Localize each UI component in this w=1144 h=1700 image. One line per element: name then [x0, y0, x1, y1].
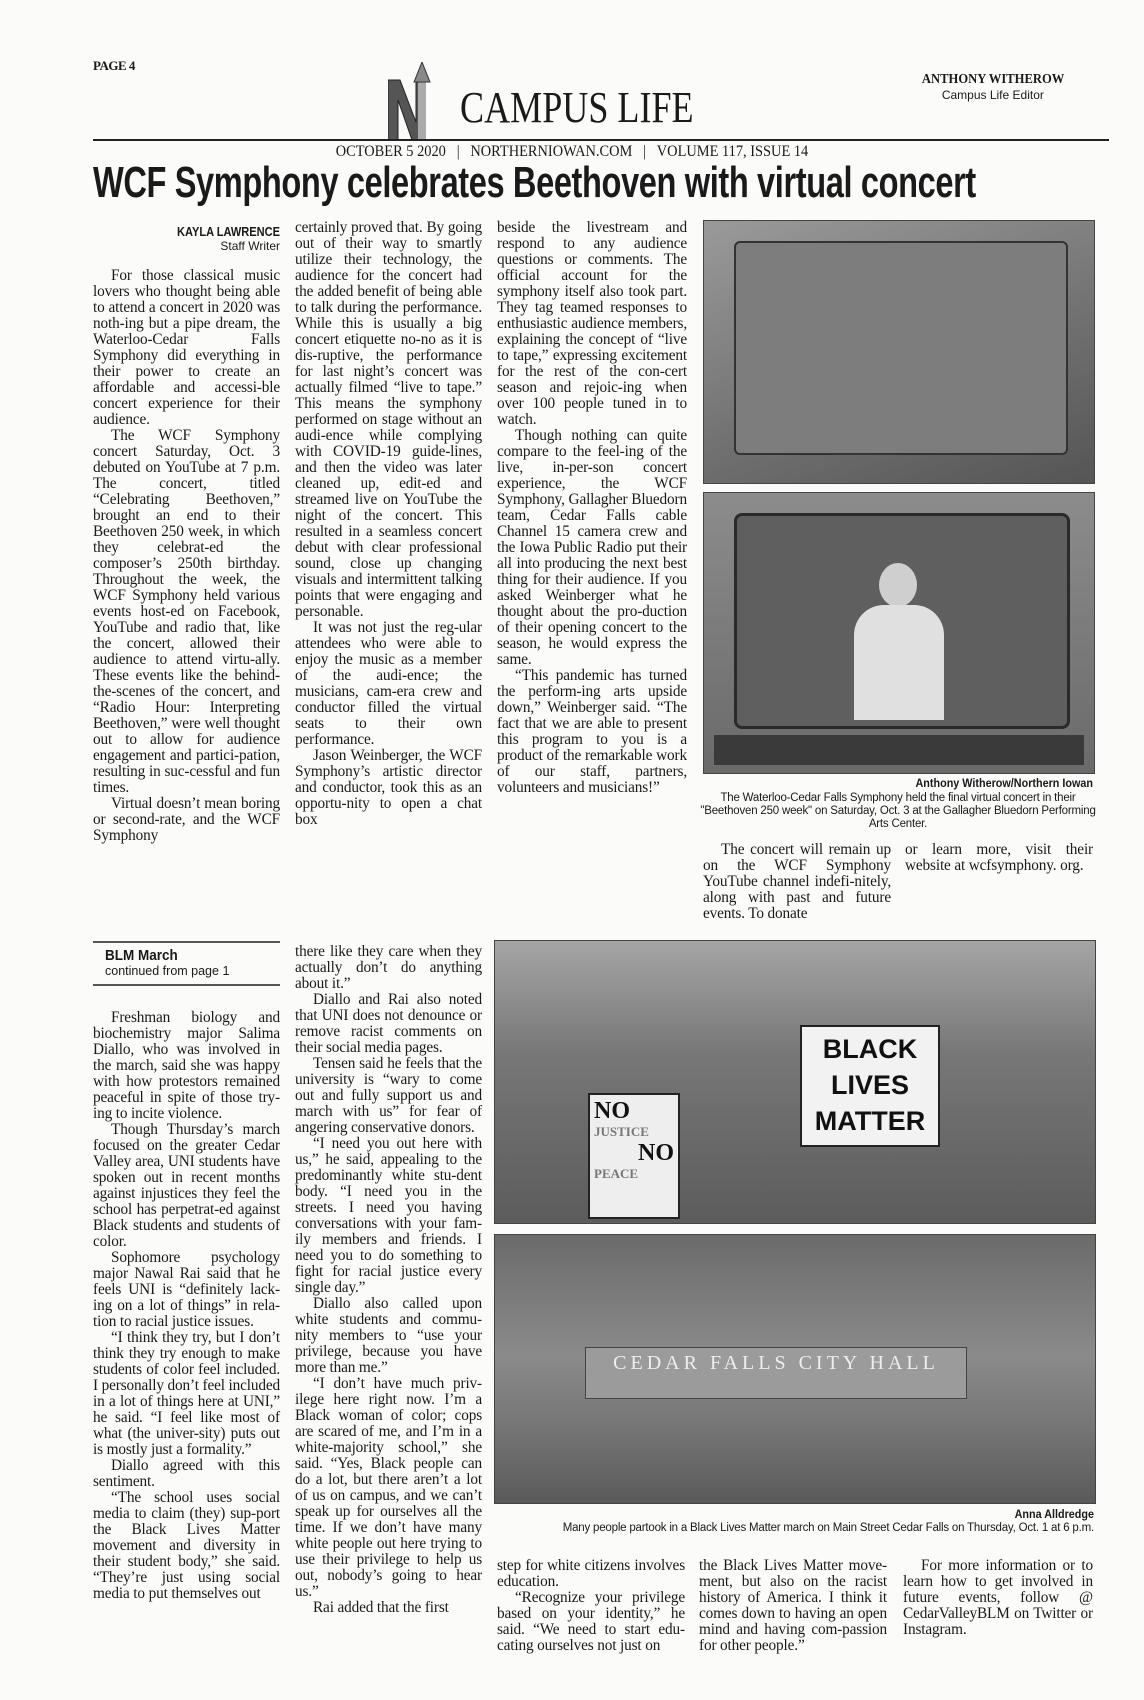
page-number: PAGE 4: [93, 58, 135, 73]
symphony-stage-photo: [703, 220, 1095, 484]
paragraph: Rai added that the first: [313, 1599, 449, 1616]
paragraph: Freshman biology and biochemistry major Salima Diallo, who was involved in the march, said she was happy with how protestors remained peaceful in spite of those try-ing to incite violence.: [93, 1009, 280, 1122]
story2-column-2: [295, 944, 482, 1616]
story2-column-4: [699, 1558, 887, 1654]
paragraph: Diallo and Rai also noted that UNI does not denounce or remove racist comments on their social media pages.: [295, 991, 482, 1056]
story2-column-5: [903, 1558, 1093, 1638]
paragraph: Diallo also called upon white students and commu-nity members to “use your privilege, because you have more than me.”: [295, 1295, 482, 1376]
volume-issue: VOLUME 117, ISSUE 14: [656, 143, 809, 160]
paragraph: For more information or to learn how to get involved in future events, follow @ CedarValleyBLM on Twitter or Instagram.: [903, 1557, 1093, 1638]
no-justice-no-peace-sign: [588, 1093, 680, 1219]
blm-protesters-photo: [494, 940, 1096, 1224]
sign-text: JUSTICE: [594, 1124, 649, 1139]
sign-text: NO: [594, 1098, 630, 1124]
jump-box: [93, 941, 280, 986]
paragraph: “I think they try, but I don’t think they try enough to make students of color feel included. I personally don’t feel included in a lot of things here at UNI,” he said. “I feel like most of what (the univer-sity) puts out is mostly just a formality.”: [93, 1329, 280, 1458]
paragraph: For those classical music lovers who thought being able to attend a concert in 2020 was noth-ing but a pipe dream, the Waterloo-Cedar Falls Symphony did everything in their power to create an affordable and accessi-ble concert experience for their audience.: [93, 267, 280, 428]
story1-column-2: [295, 220, 482, 828]
headline: WCF Symphony celebrates Beethoven with virtual concert: [93, 158, 976, 207]
paragraph: The WCF Symphony concert Saturday, Oct. 3 debuted on YouTube at 7 p.m. The concert, titled “Celebrating Beethoven,” brought an end to their Beethoven 250 week, in which they celebrat-ed the composer’s 250th birthday. Throughout the week, the WCF Symphony held various events host-ed on Facebook, YouTube and radio that, like the concert, allowed their audience to attend virtu-ally. These events like the behind-the-scenes of the concert, and “Radio Hour: Interpreting Beethoven,” were well thought out to allow for audience engagement and partici-pation, resulting in suc-cessful and fun times.: [93, 427, 280, 796]
story2-column-3: [497, 1558, 685, 1654]
story1-column-3: [497, 220, 687, 796]
paragraph: Jason Weinberger, the WCF Symphony’s artistic director and conductor, took this as an opportu-nity to open a chat box: [295, 747, 482, 828]
paragraph: Though Thursday’s march focused on the greater Cedar Valley area, UNI students have spoken out in recent months against injustices they feel the school has perpetrat-ed against Black students and students of color.: [93, 1121, 280, 1250]
conductor-figure-body: [854, 605, 944, 720]
story1-column-5: [905, 842, 1093, 874]
sign-text: NO: [638, 1140, 674, 1166]
paragraph: Diallo agreed with this sentiment.: [93, 1457, 280, 1490]
story1-column-4: [703, 842, 891, 922]
photo-caption: The Waterloo-Cedar Falls Symphony held the final virtual concert in their "Beethoven 250 week" on Saturday, Oct. 3 at the Gallagher Bluedorn Performing Arts Center.: [700, 792, 1096, 830]
conductor-laptop-photo: [703, 492, 1095, 774]
black-lives-matter-sign: BLACK LIVES MATTER: [800, 1025, 940, 1147]
jump-title: BLM March: [105, 947, 178, 964]
paragraph: Virtual doesn’t mean boring or second-rate, and the WCF Symphony: [93, 795, 280, 844]
city-hall-march-photo: [494, 1234, 1096, 1504]
paragraph: The concert will remain up on the WCF Symphony YouTube channel indefi-nitely, along with past and future events. To donate: [703, 841, 891, 922]
paragraph: “I don’t have much priv-ilege here right now. I’m a Black woman of color; cops are scared of me, and I’m in a white-majority school,” she said. “Yes, Black people can do a lot, but there aren’t a lot of us on campus, and we can’t speak up for ourselves all the time. If we don’t have many white people out here trying to use their privilege to help us out, nobody’s going to hear us.”: [295, 1375, 482, 1600]
paragraph: step for white citizens involves education.: [497, 1557, 685, 1590]
laptop-keyboard: [714, 735, 1084, 765]
author-name: KAYLA LAWRENCE: [177, 224, 280, 239]
issue-date: OCTOBER 5 2020: [335, 143, 446, 160]
laptop-screen: [734, 241, 1068, 455]
paragraph: the Black Lives Matter move-ment, but also on the racist history of America. I think it comes down to having an open mind and having com-passion for other people.”: [699, 1557, 887, 1654]
paragraph: Though nothing can quite compare to the feel-ing of the live, in-per-son concert experience, the WCF Symphony, Gallagher Bluedorn team, Cedar Falls cable Channel 15 camera crew and the Iowa Public Radio put their all into producing the next best thing for their audience. If you asked Weinberger what he thought about the pro-duction of their opening concert to the season, he would express the same.: [497, 427, 687, 668]
paragraph: or learn more, visit their website at wcfsymphony. org.: [905, 841, 1093, 874]
paragraph: Sophomore psychology major Nawal Rai said that he feels UNI is “definitely lack-ing on a lot of things” in rela-tion to racial justice issues.: [93, 1249, 280, 1330]
photo-credit: Anthony Witherow/Northern Iowan: [915, 776, 1093, 790]
paragraph: Tensen said he feels that the university is “wary to come out and fully support us and march with us” for fear of angering conservative donors.: [295, 1055, 482, 1136]
website: NORTHERNIOWAN.COM: [470, 143, 633, 160]
photo-caption: Many people partook in a Black Lives Matter march on Main Street Cedar Falls on Thursday, Oct. 1 at 6 p.m.: [562, 1522, 1094, 1534]
city-hall-sign: CEDAR FALLS CITY HALL: [585, 1347, 967, 1399]
author-role: Staff Writer: [220, 239, 280, 253]
paragraph: beside the livestream and respond to any audience questions or comments. The official account for the symphony itself also took part. They tag teamed responses to enthusiastic audience members, explaining the concept of “live to tape,” expressing excitement for the rest of the con-cert season and rejoic-ing when over 100 people tuned in to watch.: [497, 219, 687, 428]
sign-text: PEACE: [594, 1166, 639, 1181]
paragraph: “The school uses social media to claim (they) sup-port the Black Lives Matter movement and diversity in their student body,” she said. “They’re just using social media to put themselves out: [93, 1489, 280, 1602]
conductor-figure: [879, 563, 917, 607]
story1-column-1: [93, 268, 280, 844]
section-editor: [914, 72, 1072, 102]
photo-credit: Anna Alldredge: [1014, 1507, 1094, 1521]
paragraph: “This pandemic has turned the perform-ing arts upside down,” Weinberger said. “The fact that we are able to present this program to you is a product of the remarkable work of our staff, partners, volunteers and musicians!”: [497, 667, 687, 796]
paragraph: “Recognize your privilege based on your identity,” he said. “We need to start edu-cating ourselves not just on: [497, 1589, 685, 1654]
jump-subtitle: continued from page 1: [105, 964, 230, 978]
story2-column-1: [93, 1010, 280, 1602]
editor-name: ANTHONY WITHEROW: [921, 72, 1065, 87]
dateline: OCTOBER 5 2020 | NORTHERNIOWAN.COM | VOLUME 117, ISSUE 14: [335, 143, 809, 160]
editor-role: Campus Life Editor: [941, 88, 1044, 102]
paragraph: certainly proved that. By going out of their way to smartly utilize their technology, the audience for the concert had the added benefit of being able to talk during the performance. While this is usually a big concert etiquette no-no as it is dis-ruptive, the performance for last night’s concert was actually filmed “live to tape.” This means the symphony performed on stage without an audi-ence while complying with COVID-19 guide-lines, and then the video was later cleaned up, edit-ed and streamed live on YouTube the night of the concert. This resulted in a seamless concert debut with clear professional sound, close up changing visuals and intermittent talking points that were engaging and personable.: [295, 219, 482, 620]
paragraph: “I need you out here with us,” he said, appealing to the predominantly white stu-dent body. “I need you in the streets. I need you having conversations with your fam-ily members and friends. I need you to do something to fight for racial justice every single day.”: [295, 1135, 482, 1296]
section-title: CAMPUS LIFE: [460, 83, 694, 132]
paragraph: there like they care when they actually don’t do anything about it.”: [295, 943, 482, 992]
paragraph: It was not just the reg-ular attendees who were able to enjoy the music as a member of the audi-ence; the musicians, cam-era crew and conductor filled the virtual seats to their own performance.: [295, 619, 482, 748]
masthead-rule: [93, 139, 1109, 141]
byline: [93, 224, 280, 253]
northern-iowan-logo: [388, 62, 436, 140]
